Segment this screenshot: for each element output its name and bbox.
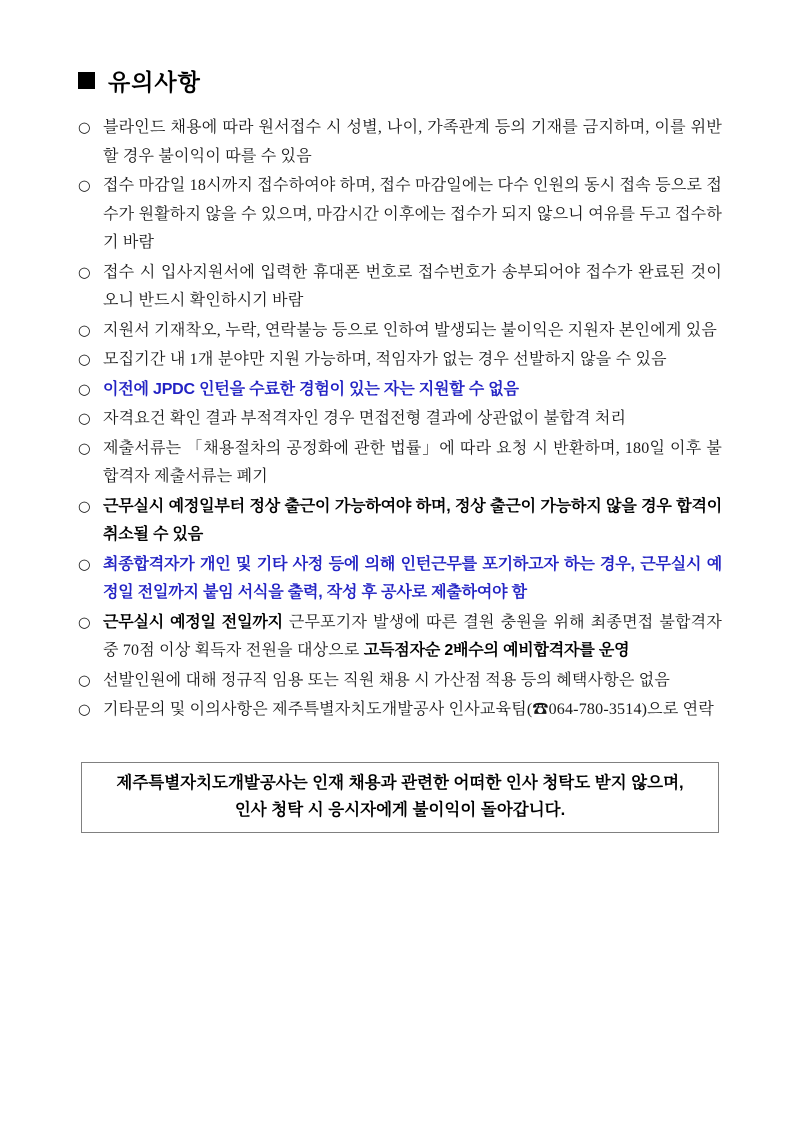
section-title-text: 유의사항 (108, 69, 201, 95)
no-solicitation-notice-box (81, 762, 719, 833)
notice-item (78, 376, 722, 405)
notice-item (78, 346, 722, 375)
circle-bullet-icon: ○ (78, 178, 91, 194)
notice-item (78, 667, 722, 696)
notice-text-segment: 이전에 JPDC 인턴을 수료한 경험이 있는 자는 지원할 수 없음 (103, 380, 519, 398)
circle-bullet-icon: ○ (78, 614, 91, 631)
circle-bullet-icon: ○ (78, 322, 91, 339)
notice-text-segment: 지원서 기재착오, 누락, 연락불능 등으로 인하여 발생되는 불이익은 지원자 본인에게 있음 (103, 321, 718, 339)
notice-box-line: 제주특별자치도개발공사는 인재 채용과 관련한 어떠한 인사 청탁도 받지 않으며, (116, 773, 684, 792)
notice-item (78, 114, 722, 171)
circle-bullet-icon: ○ (78, 352, 91, 368)
notice-text-segment: 접수 시 입사지원서에 입력한 휴대폰 번호로 접수번호가 송부되어야 접수가 완료된 것이오니 반드시 확인하시기 바람 (103, 263, 722, 309)
notice-list (78, 114, 722, 725)
notice-text-segment: 블라인드 채용에 따라 원서접수 시 성별, 나이, 가족관계 등의 기재를 금지하며, 이를 위반할 경우 불이익이 따를 수 있음 (103, 119, 722, 165)
circle-bullet-icon: ○ (78, 381, 91, 398)
section-square-marker-icon (78, 72, 95, 89)
notice-text-segment: 근무실시 예정일 전일까지 (103, 613, 289, 631)
notice-item (78, 493, 722, 550)
notice-item (78, 435, 722, 492)
notice-item (78, 317, 722, 346)
notice-box-line: 인사 청탁 시 응시자에게 불이익이 돌아갑니다. (234, 800, 566, 819)
notice-item (78, 551, 722, 608)
circle-bullet-icon: ○ (78, 411, 91, 427)
circle-bullet-icon: ○ (78, 498, 91, 515)
notice-text-segment: 모집기간 내 1개 분야만 지원 가능하며, 적임자가 없는 경우 선발하지 않을 수 있음 (103, 351, 667, 368)
notice-item (78, 259, 722, 316)
notice-item (78, 609, 722, 666)
circle-bullet-icon: ○ (78, 264, 91, 281)
circle-bullet-icon: ○ (78, 120, 91, 136)
notice-text-segment: 고득점자순 2배수의 예비합격자를 운영 (363, 642, 630, 659)
notice-text-segment: 기타문의 및 이의사항은 제주특별자치도개발공사 인사교육팀(☎064-780-3514)으로 연락 (103, 701, 714, 718)
notice-text-segment: 근무포기자 발생에 따른 결원 충원을 위해 최종면접 불합격자 중 70점 이상 획득자 전원을 대상으로 (103, 613, 722, 659)
notice-item (78, 405, 722, 434)
notice-text-segment: 최종합격자가 개인 및 기타 사정 등에 의해 인턴근무를 포기하고자 하는 경우, 근무실시 예정일 전일까지 붙임 서식을 출력, 작성 후 공사로 제출하여야 함 (103, 555, 722, 601)
circle-bullet-icon: ○ (78, 672, 91, 689)
notice-text-segment: 제출서류는 「채용절차의 공정화에 관한 법률」에 따라 요청 시 반환하며, 180일 이후 불합격자 제출서류는 폐기 (103, 439, 722, 485)
notice-item (78, 172, 722, 258)
notice-text-segment: 근무실시 예정일부터 정상 출근이 가능하여야 하며, 정상 출근이 가능하지 않을 경우 합격이 취소될 수 있음 (103, 497, 722, 543)
notice-item (78, 696, 722, 725)
notice-text-segment: 선발인원에 대해 정규직 임용 또는 직원 채용 시 가산점 적용 등의 혜택사항은 없음 (103, 671, 671, 689)
notice-text-segment: 접수 마감일 18시까지 접수하여야 하며, 접수 마감일에는 다수 인원의 동시 접속 등으로 접수가 원활하지 않을 수 있으며, 마감시간 이후에는 접수가 되지 않으니 여유를 두고 접수하기 바람 (103, 177, 722, 251)
circle-bullet-icon: ○ (78, 556, 91, 573)
notice-text-segment: 자격요건 확인 결과 부적격자인 경우 면접전형 결과에 상관없이 불합격 처리 (103, 410, 627, 427)
circle-bullet-icon: ○ (78, 702, 91, 718)
circle-bullet-icon: ○ (78, 440, 91, 457)
section-title (78, 64, 722, 97)
